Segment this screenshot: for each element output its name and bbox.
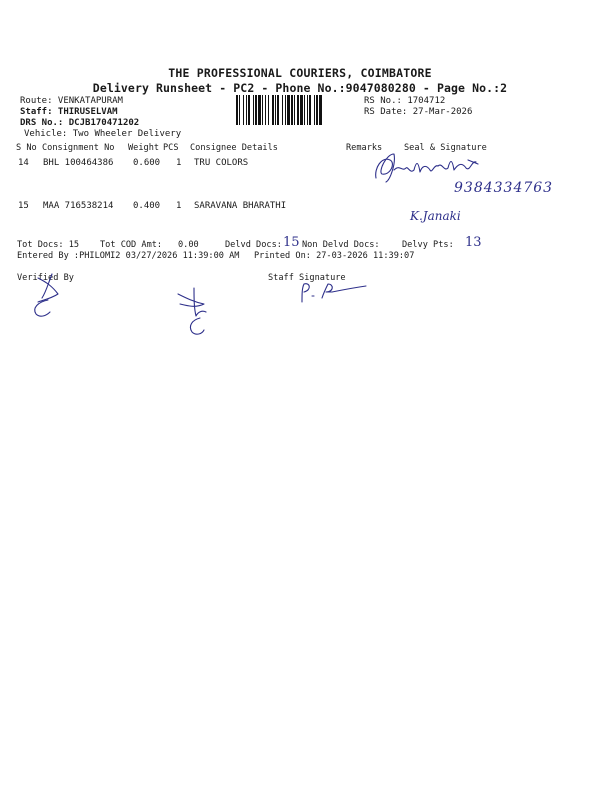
col-remarks: Remarks: [346, 143, 383, 153]
delvy-pts-label: Delvy Pts:: [402, 240, 454, 250]
col-consignment: Consignment No: [42, 143, 115, 153]
route-label: Route: VENKATAPURAM: [20, 96, 123, 106]
col-seal-signature: Seal & Signature: [404, 143, 487, 153]
row-consignee: SARAVANA BHARATHI: [194, 201, 287, 211]
staff-label: Staff: THIRUSELVAM: [20, 107, 118, 117]
col-sno: S No: [16, 143, 37, 153]
entered-by: Entered By :PHILOMI2 03/27/2026 11:39:00 AM: [17, 251, 240, 261]
verified-by-label: Verified By: [17, 273, 74, 283]
tot-cod-label: Tot COD Amt:: [100, 240, 163, 250]
row-weight: 0.400: [133, 201, 161, 211]
barcode: [236, 95, 360, 125]
row-consignment: MAA 716538214: [43, 201, 114, 211]
row-pcs: 1: [176, 158, 182, 168]
col-consignee: Consignee Details: [190, 143, 278, 153]
runsheet-subtitle: Delivery Runsheet - PC2 - Phone No.:9047080280 - Page No.:2: [92, 81, 508, 95]
company-title: THE PROFESSIONAL COURIERS, COIMBATORE: [168, 66, 432, 80]
vehicle-label: Vehicle: Two Wheeler Delivery: [24, 129, 182, 139]
delvd-docs-label: Delvd Docs:: [225, 240, 282, 250]
printed-on: Printed On: 27-03-2026 11:39:07: [254, 251, 415, 261]
handwritten-delvd-count: 15: [283, 235, 300, 250]
middle-signature: [172, 284, 220, 340]
col-weight: Weight: [128, 143, 160, 153]
row-sno: 14: [18, 158, 29, 168]
drs-number: DRS No.: DCJB170471202: [20, 118, 140, 128]
row-consignee: TRU COLORS: [194, 158, 249, 168]
verified-signature: [28, 272, 78, 320]
handwritten-phone: 9384334763: [454, 180, 554, 196]
row-sno: 15: [18, 201, 29, 211]
row-pcs: 1: [176, 201, 182, 211]
rs-date: RS Date: 27-Mar-2026: [364, 107, 473, 117]
tot-docs: Tot Docs: 15: [17, 240, 80, 250]
tot-cod-value: 0.00: [178, 240, 199, 250]
col-pcs: PCS: [163, 143, 179, 153]
handwritten-delvy-pts: 13: [465, 235, 482, 250]
barcode-bar: [322, 95, 323, 125]
handwritten-name: K.Janaki: [410, 209, 461, 223]
staff-signature-label: Staff Signature: [268, 273, 346, 283]
row-consignment: BHL 100464386: [43, 158, 114, 168]
staff-signature: [296, 282, 376, 304]
row-weight: 0.600: [133, 158, 161, 168]
rs-number: RS No.: 1704712: [364, 96, 446, 106]
non-delvd-docs-label: Non Delvd Docs:: [302, 240, 380, 250]
